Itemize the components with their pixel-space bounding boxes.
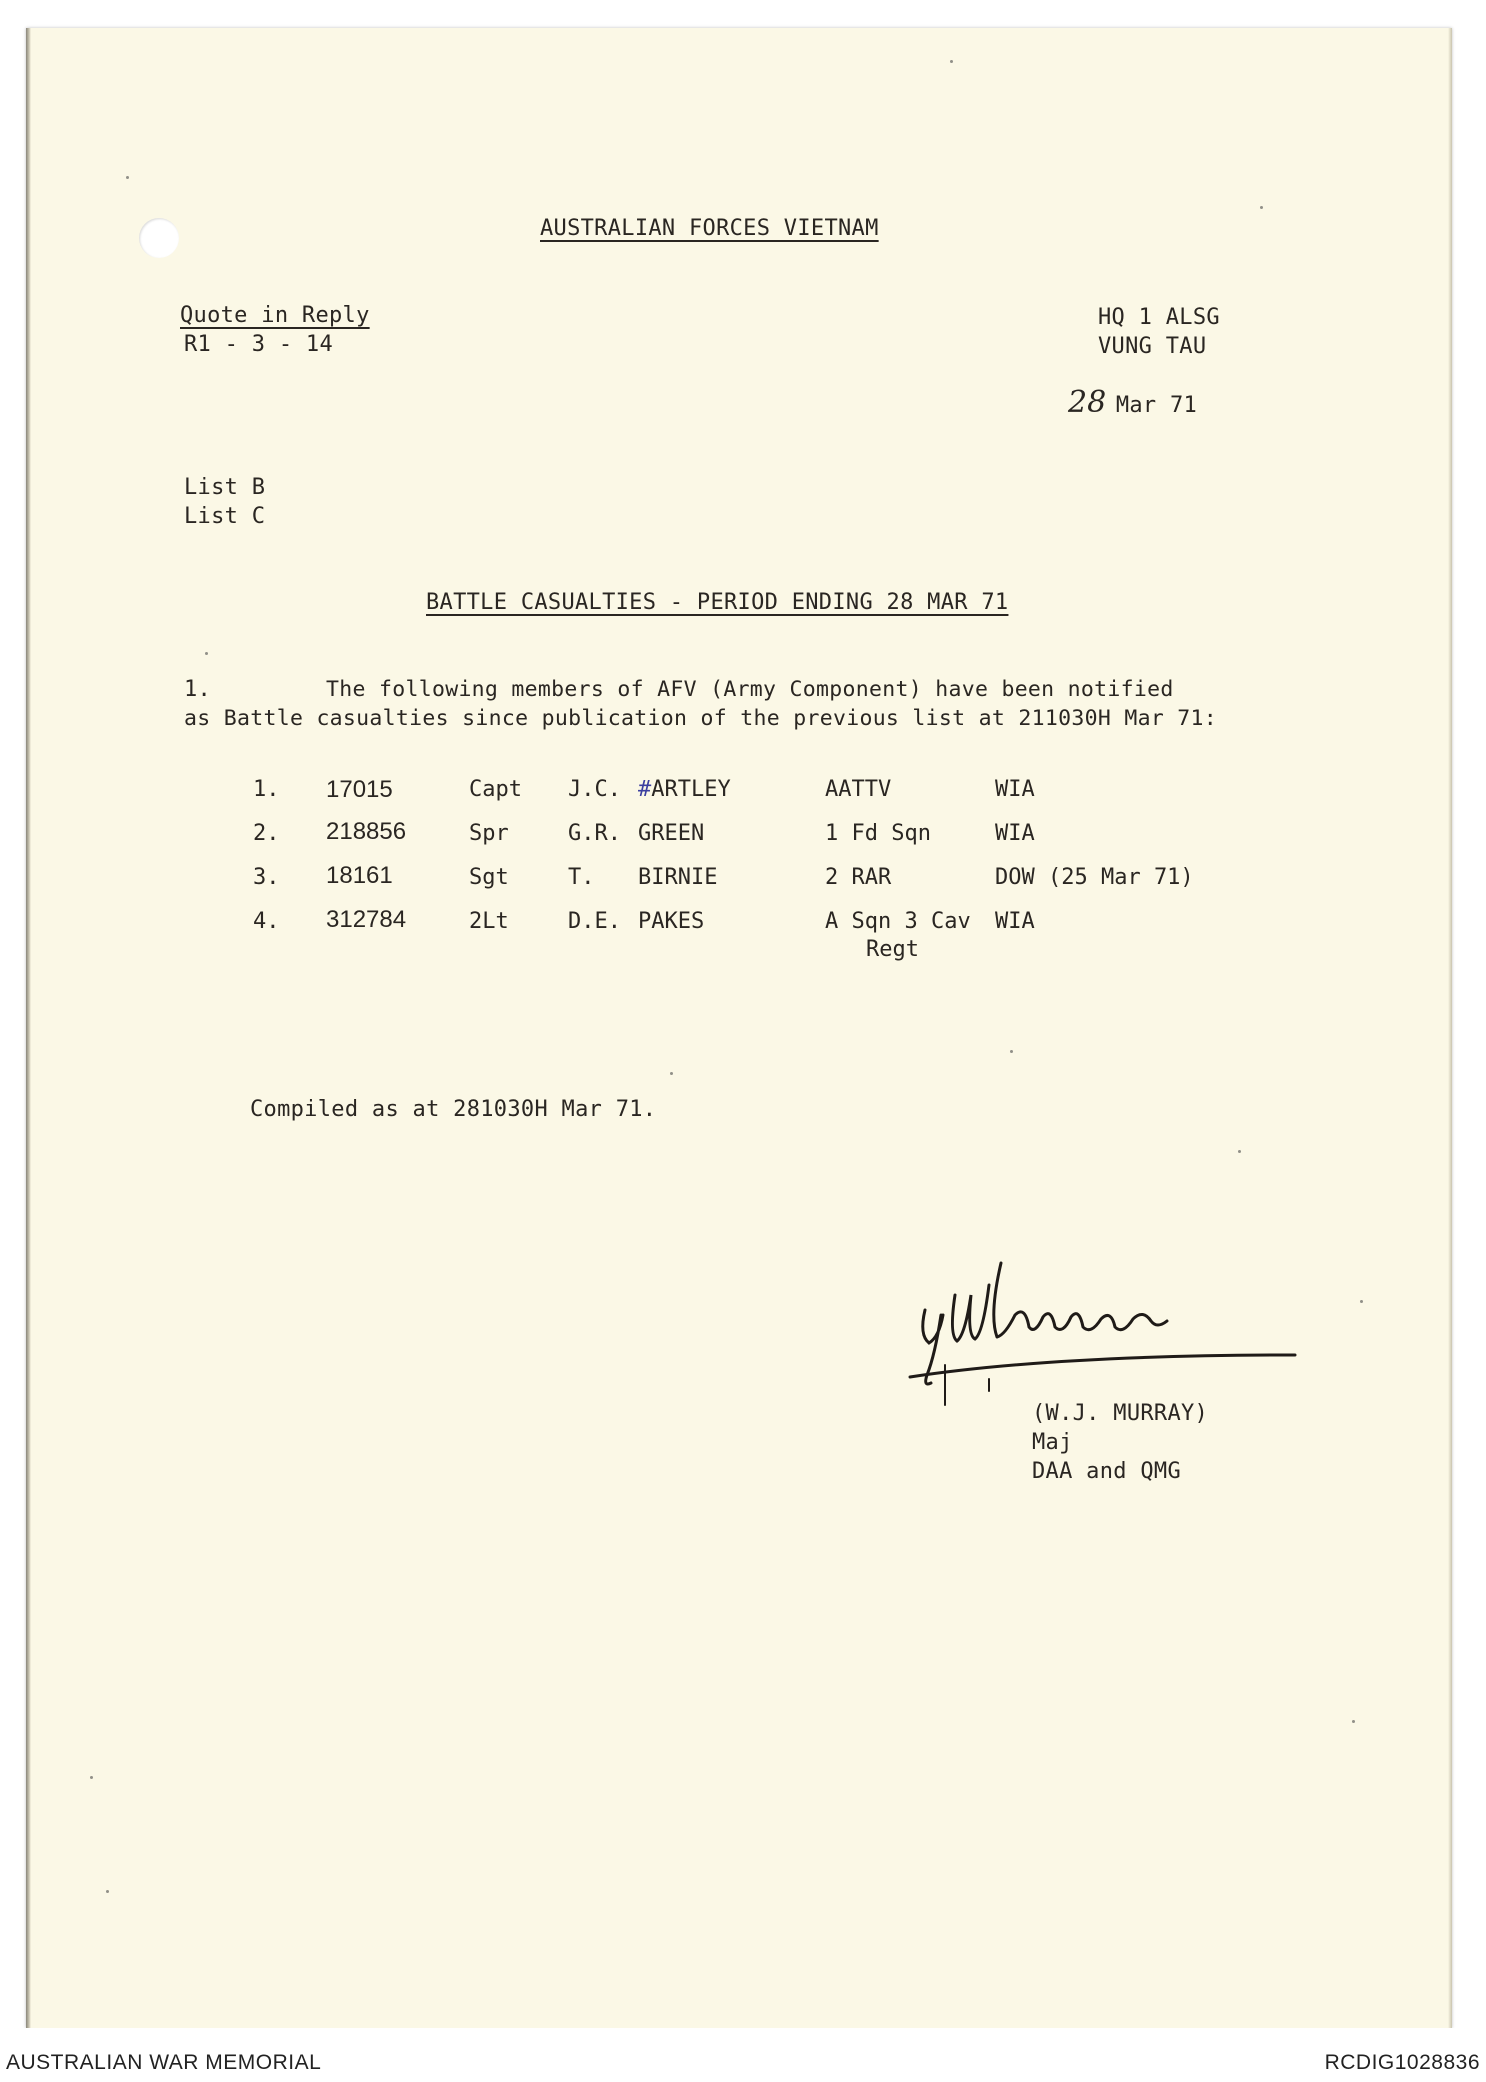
archive-credit: AUSTRALIAN WAR MEMORIAL <box>6 2051 322 2074</box>
archive-identifier: RCDIG1028836 <box>1324 2051 1480 2074</box>
paper-speck <box>205 652 208 655</box>
status: WIA <box>995 777 1035 802</box>
date-day-handwritten: 28 <box>1068 385 1107 420</box>
punch-hole <box>139 218 179 258</box>
unit: 1 Fd Sqn <box>825 821 931 846</box>
status: WIA <box>995 821 1035 846</box>
row-number: 1. <box>253 777 280 802</box>
rank: Spr <box>469 821 509 846</box>
signatory-name: (W.J. MURRAY) <box>1032 1401 1209 1426</box>
signatory-title: DAA and QMG <box>1032 1459 1181 1484</box>
status: DOW (25 Mar 71) <box>995 865 1194 890</box>
paper-speck <box>1238 1150 1241 1153</box>
surname <box>638 776 731 804</box>
quote-in-reply-label: Quote in Reply <box>180 303 370 328</box>
rank: 2Lt <box>469 909 509 934</box>
unit-continuation: Regt <box>866 937 919 962</box>
row-number: 3. <box>253 865 280 890</box>
surname: PAKES <box>638 909 705 934</box>
paper-speck <box>1260 206 1263 209</box>
paragraph-number: 1. <box>184 677 212 702</box>
hq-unit: HQ 1 ALSG <box>1098 305 1220 330</box>
distribution-list-b: List B <box>184 475 266 500</box>
paper-left-edge <box>26 28 31 2028</box>
signatory-rank: Maj <box>1032 1430 1073 1455</box>
rank: Capt <box>469 777 522 802</box>
date-month-year: Mar 71 <box>1115 393 1198 418</box>
initials: D.E. <box>568 909 621 934</box>
row-number: 2. <box>253 821 280 846</box>
paper-speck <box>1352 1720 1355 1723</box>
service-number: 17015 <box>326 776 393 803</box>
paragraph-line-2: as Battle casualties since publication of the previous list at 211030H Mar 71: <box>184 706 1218 731</box>
service-number: 312784 <box>326 906 407 933</box>
surname: BIRNIE <box>638 865 718 890</box>
compiled-statement: Compiled as at 281030H Mar 71. <box>250 1097 657 1122</box>
document-date <box>1068 385 1197 420</box>
paper-speck <box>90 1776 93 1779</box>
row-number: 4. <box>253 909 280 934</box>
unit: A Sqn 3 Cav <box>825 909 971 934</box>
status: WIA <box>995 909 1035 934</box>
hq-location: VUNG TAU <box>1098 334 1207 359</box>
paper-speck <box>950 60 953 63</box>
service-number: 18161 <box>326 862 393 889</box>
unit: AATTV <box>825 777 892 802</box>
handwritten-correction-mark: # <box>638 777 652 802</box>
rank: Sgt <box>469 865 509 890</box>
paper-speck <box>1360 1300 1363 1303</box>
document-header-title: AUSTRALIAN FORCES VIETNAM <box>540 216 879 241</box>
paper-speck <box>670 1072 673 1075</box>
subject-heading: BATTLE CASUALTIES - PERIOD ENDING 28 MAR 71 <box>426 590 1009 615</box>
paper-speck <box>1010 1050 1013 1053</box>
unit: 2 RAR <box>825 865 892 890</box>
initials: T. <box>568 865 595 890</box>
paper-speck <box>126 176 129 179</box>
paper-right-edge <box>1448 28 1452 2028</box>
service-number: 218856 <box>326 818 407 845</box>
surname: GREEN <box>638 821 705 846</box>
surname-text: ARTLEY <box>651 777 731 802</box>
distribution-list-c: List C <box>184 504 266 529</box>
paper-speck <box>106 1890 109 1893</box>
handwritten-signature <box>905 1255 1300 1415</box>
initials: G.R. <box>568 821 621 846</box>
paragraph-line-1: The following members of AFV (Army Component) have been notified <box>326 677 1174 702</box>
reference-number: R1 - 3 - 14 <box>184 332 333 357</box>
initials: J.C. <box>568 777 621 802</box>
